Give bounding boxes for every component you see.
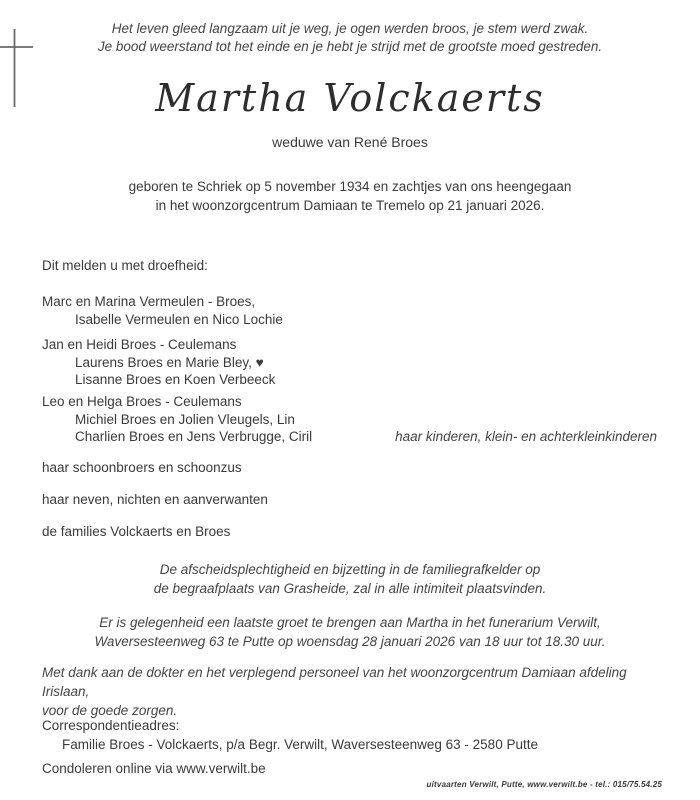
family-head: Marc en Marina Vermeulen - Broes, <box>42 294 256 309</box>
opening-verse <box>0 20 700 56</box>
family-child: Lisanne Broes en Koen Verbeeck <box>75 372 276 387</box>
deceased-name: Martha Volckaerts <box>155 76 545 120</box>
relatives-line: haar neven, nichten en aanverwanten <box>42 492 268 507</box>
family-child: Charlien Broes en Jens Verbrugge, Ciril <box>75 429 313 444</box>
thanks-note-line: Met dank aan de dokter en het verplegend personeel van het woonzorgcentrum Damiaan afdeling Irislaan, <box>42 665 627 699</box>
family-head: Jan en Heidi Broes - Ceulemans <box>42 337 237 352</box>
family-child: Laurens Broes en Marie Bley, ♥ <box>75 354 264 370</box>
correspondence-address: Familie Broes - Volckaerts, p/a Begr. Verwilt, Waversesteenweg 63 - 2580 Putte <box>62 737 538 752</box>
relatives-line: de families Volckaerts en Broes <box>42 524 231 539</box>
ceremony-notice-line: De afscheidsplechtigheid en bijzetting in de familiegrafkelder op <box>159 562 541 577</box>
life-dates-line: geboren te Schriek op 5 november 1934 en zachtjes van ons heengegaan <box>128 179 572 194</box>
announcement-intro: Dit melden u met droefheid: <box>42 258 208 273</box>
family-head: Leo en Helga Broes - Ceulemans <box>42 394 242 409</box>
family-child: Isabelle Vermeulen en Nico Lochie <box>75 311 283 327</box>
family-group <box>42 336 275 389</box>
family-group <box>42 293 283 328</box>
relation-line: weduwe van René Broes <box>272 134 428 150</box>
visitation-notice-line: Waversesteenweg 63 te Putte op woensdag 28 januari 2026 van 18 uur tot 18.30 uur. <box>94 634 606 649</box>
life-dates <box>0 177 700 215</box>
life-dates-line: in het woonzorgcentrum Damiaan te Tremelo op 21 januari 2026. <box>155 198 545 213</box>
condolence-line: Condoleren online via www.verwilt.be <box>42 761 266 776</box>
thanks-note <box>42 663 672 720</box>
family-role-note: haar kinderen, klein- en achterkleinkinderen <box>395 429 657 444</box>
family-child: Michiel Broes en Jolien Vleugels, Lin <box>75 411 295 427</box>
ceremony-notice <box>0 560 700 598</box>
opening-verse-line: Het leven gleed langzaam uit je weg, je ogen werden broos, je stem werd zwak. <box>111 21 589 36</box>
visitation-notice <box>0 613 700 651</box>
opening-verse-line: Je bood weerstand tot het einde en je hebt je strijd met de grootste moed gestreden. <box>97 39 603 54</box>
relatives-line: haar schoonbroers en schoonzus <box>42 460 242 475</box>
funeral-home-footer: uitvaarten Verwilt, Putte, www.verwilt.be - tel.: 015/75.54.25 <box>426 780 662 789</box>
thanks-note-line: voor de goede zorgen. <box>42 703 178 718</box>
family-group <box>42 393 312 446</box>
ceremony-notice-line: de begraafplaats van Grasheide, zal in alle intimiteit plaatsvinden. <box>153 581 547 596</box>
visitation-notice-line: Er is gelegenheid een laatste groet te brengen aan Martha in het funerarium Verwilt, <box>99 615 601 630</box>
correspondence-label: Correspondentieadres: <box>42 718 180 733</box>
